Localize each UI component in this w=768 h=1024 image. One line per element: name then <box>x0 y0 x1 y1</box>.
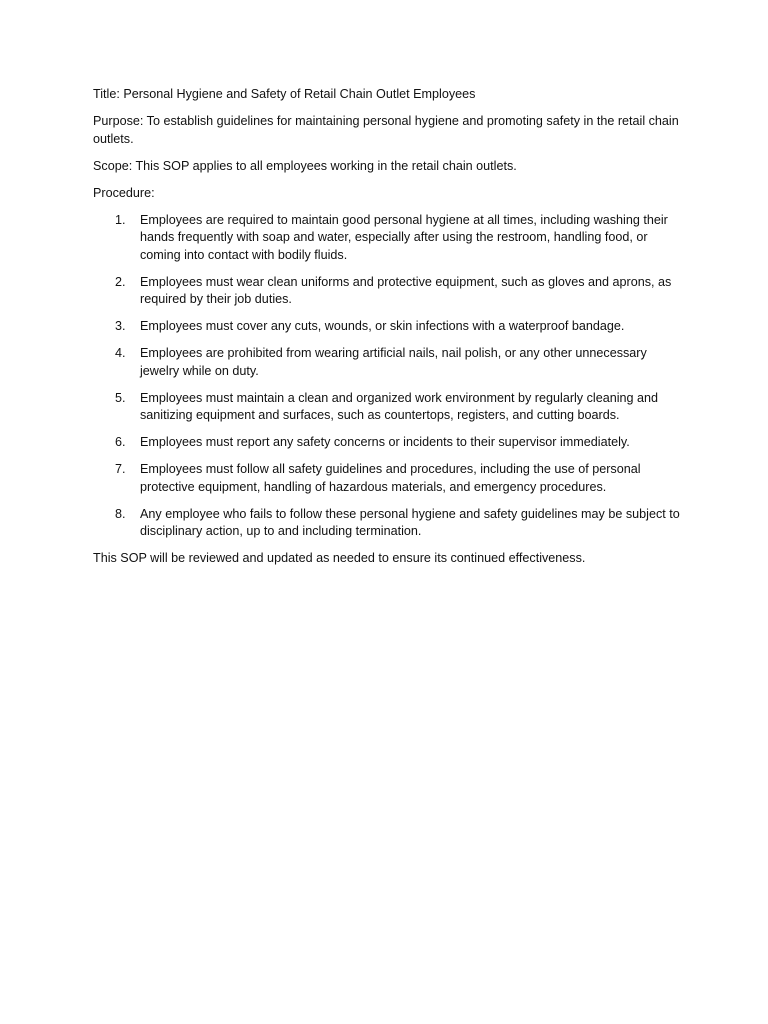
procedure-item-text: Employees must follow all safety guidelines and procedures, including the use of personal protective equipment, handling of hazardous materials, and emergency procedures. <box>140 462 641 494</box>
procedure-item-number: 8. <box>115 506 126 521</box>
procedure-item-number: 7. <box>115 462 126 476</box>
procedure-item-number: 3. <box>115 319 126 333</box>
document-title: Title: Personal Hygiene and Safety of Retail Chain Outlet Employees <box>93 87 476 101</box>
procedure-item <box>93 345 683 380</box>
procedure-item-text: Employees must wear clean uniforms and protective equipment, such as gloves and aprons, as required by their job duties. <box>140 274 672 306</box>
document-page <box>93 86 683 577</box>
procedure-item-number: 1. <box>115 212 126 227</box>
procedure-item <box>93 461 683 496</box>
procedure-item <box>93 390 683 425</box>
procedure-list <box>93 212 683 541</box>
procedure-item-text: Employees must report any safety concerns or incidents to their supervisor immediately. <box>140 435 630 449</box>
procedure-item <box>93 212 683 265</box>
scope-paragraph: Scope: This SOP applies to all employees working in the retail chain outlets. <box>93 158 517 173</box>
procedure-item-number: 4. <box>115 346 126 360</box>
procedure-item-text: Employees are prohibited from wearing artificial nails, nail polish, or any other unnecessary jewelry while on duty. <box>140 346 647 378</box>
procedure-item <box>93 318 683 336</box>
procedure-item <box>93 274 683 309</box>
procedure-item-text: Employees must cover any cuts, wounds, or skin infections with a waterproof bandage. <box>140 319 625 333</box>
procedure-item <box>93 506 683 541</box>
procedure-item-number: 5. <box>115 390 126 405</box>
procedure-item-number: 2. <box>115 274 126 289</box>
closing-paragraph: This SOP will be reviewed and updated as needed to ensure its continued effectiveness. <box>93 551 586 565</box>
procedure-heading: Procedure: <box>93 185 155 200</box>
procedure-item <box>93 434 683 452</box>
procedure-item-number: 6. <box>115 435 126 449</box>
purpose-paragraph: Purpose: To establish guidelines for maintaining personal hygiene and promoting safety in the retail chain outlets. <box>93 114 679 146</box>
procedure-item-text: Any employee who fails to follow these personal hygiene and safety guidelines may be subject to disciplinary action, up to and including termination. <box>140 506 680 538</box>
procedure-item-text: Employees must maintain a clean and organized work environment by regularly cleaning and sanitizing equipment and surfaces, such as countertops, registers, and cutting boards. <box>140 390 659 422</box>
procedure-item-text: Employees are required to maintain good personal hygiene at all times, including washing their hands frequently with soap and water, especially after using the restroom, handling food, or coming into contact with bodily fluids. <box>140 212 668 262</box>
